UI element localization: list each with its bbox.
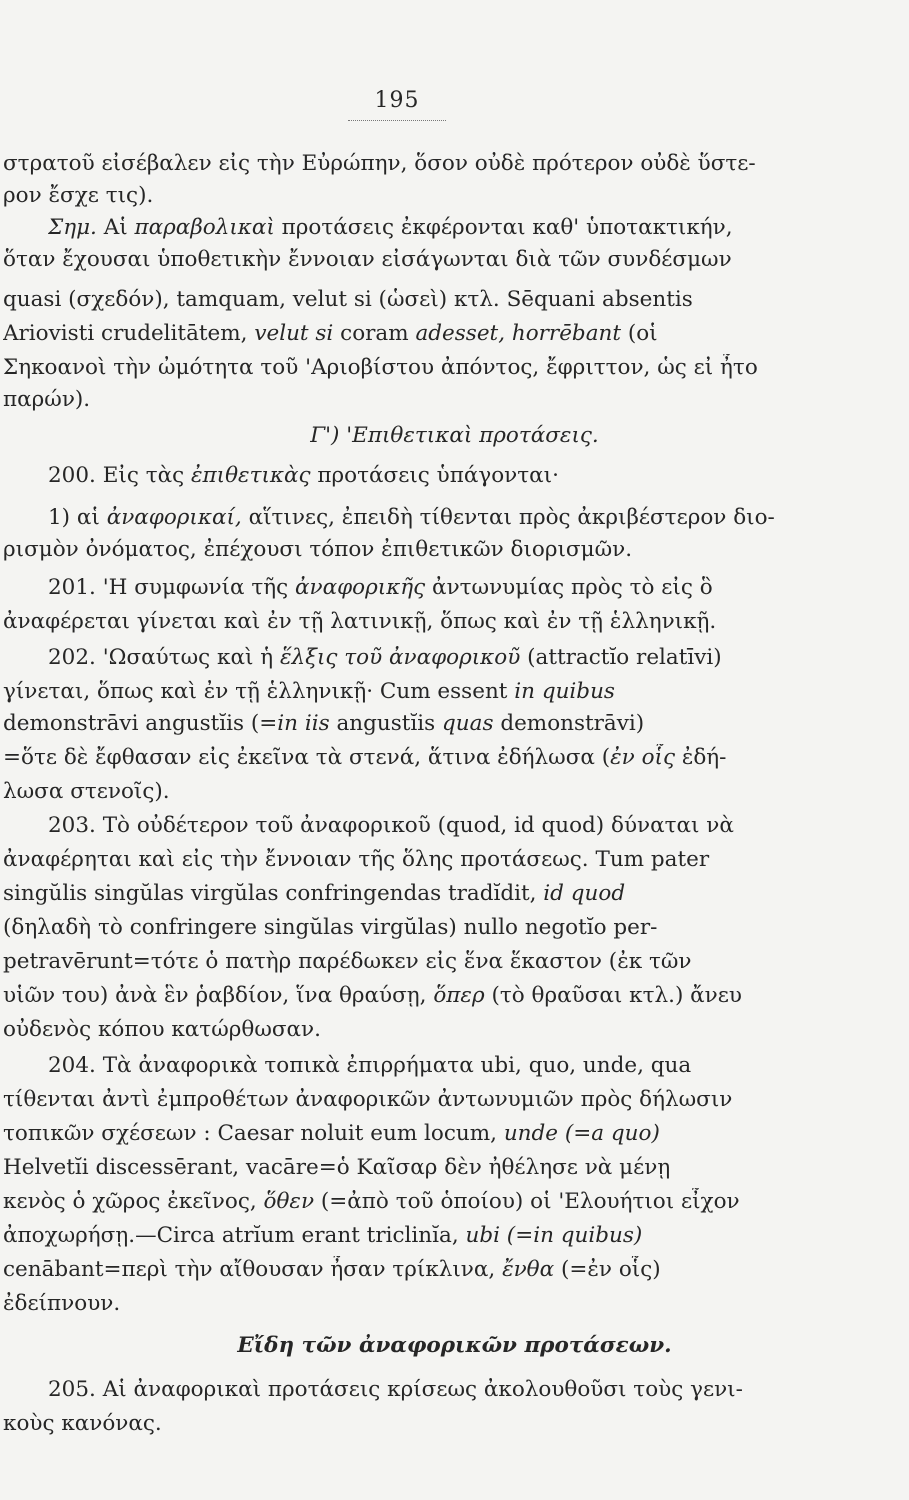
text-line: singŭlis singŭlas virgŭlas confringendas tradĭdit, id quod xyxy=(3,881,626,906)
term-parabolikai: παραβολικαὶ xyxy=(134,215,275,240)
text-line: γίνεται, ὅπως καὶ ἐν τῇ ἑλληνικῇ· Cum essent in quibus xyxy=(3,679,615,704)
text-line: =ὅτε δὲ ἔφθασαν εἰς ἐκεῖνα τὰ στενά, ἅτινα ἐδήλωσα (ἐν οἷς ἐδή- xyxy=(3,745,727,770)
page-number: 195 xyxy=(374,88,420,113)
text-line: Ariovisti crudelitātem, velut si coram adesset, horrēbant (οἱ xyxy=(3,321,658,346)
page-number-rule xyxy=(348,120,446,121)
text-line: 1) αἱ ἀναφορικαί, αἵτινες, ἐπειδὴ τίθενται πρὸς ἀκριβέστερον διο- xyxy=(48,505,775,530)
text-line: τοπικῶν σχέσεων : Caesar noluit eum locum, unde (=a quo) xyxy=(3,1121,660,1146)
text-line: ρισμὸν ὀνόματος, ἐπέχουσι τόπον ἐπιθετικῶν διορισμῶν. xyxy=(3,537,633,562)
section-heading: Γ') 'Επιθετικαὶ προτάσεις. xyxy=(310,423,599,448)
text-line: υἱῶν του) ἀνὰ ἓν ῥαβδίον, ἵνα θραύσῃ, ὅπερ (τὸ θραῦσαι κτλ.) ἄνευ xyxy=(3,983,742,1008)
text-line: ὅταν ἔχουσαι ὑποθετικὴν ἔννοιαν εἰσάγωνται διὰ τῶν συνδέσμων xyxy=(3,247,732,272)
text-line: παρών). xyxy=(3,387,91,412)
note-label: Σημ. xyxy=(48,215,97,240)
paragraph-200: 200. Εἰς τὰς ἐπιθετικὰς προτάσεις ὑπάγονται· xyxy=(48,463,559,488)
text-line: demonstrāvi angustĭis (=in iis angustĭis quas demonstrāvi) xyxy=(3,711,645,736)
subsection-heading: Εἴδη τῶν ἀναφορικῶν προτάσεων. xyxy=(237,1333,672,1358)
text-line: στρατοῦ εἰσέβαλεν εἰς τὴν Εὐρώπην, ὅσον οὐδὲ πρότερον οὐδὲ ὕστε- xyxy=(3,151,756,176)
paragraph-203: 203. Τὸ οὐδέτερον τοῦ ἀναφορικοῦ (quod, id quod) δύναται νὰ xyxy=(48,813,734,838)
paragraph-202: 202. 'Ωσαύτως καὶ ἡ ἕλξις τοῦ ἀναφορικοῦ (attractĭo relatīvi) xyxy=(48,645,722,670)
paragraph-204: 204. Τὰ ἀναφορικὰ τοπικὰ ἐπιρρήματα ubi, quo, unde, qua xyxy=(48,1053,692,1078)
text-line: τίθενται ἀντὶ ἐμπροθέτων ἀναφορικῶν ἀντωνυμιῶν πρὸς δήλωσιν xyxy=(3,1087,733,1112)
text-line: κενὸς ὁ χῶρος ἐκεῖνος, ὅθεν (=ἀπὸ τοῦ ὁποίου) οἱ 'Ελουήτιοι εἶχον xyxy=(3,1189,740,1214)
text-line: ἀναφέρεται γίνεται καὶ ἐν τῇ λατινικῇ, ὅπως καὶ ἐν τῇ ἑλληνικῇ. xyxy=(3,609,717,634)
paragraph-201: 201. 'Η συμφωνία τῆς ἀναφορικῆς ἀντωνυμίας πρὸς τὸ εἰς ὃ xyxy=(48,575,713,600)
text-line: Helvetĭi discessērant, vacāre=ὁ Καῖσαρ δὲν ἠθέλησε νὰ μένῃ xyxy=(3,1155,671,1180)
paragraph-205: 205. Αἱ ἀναφορικαὶ προτάσεις κρίσεως ἀκολουθοῦσι τοὺς γενι- xyxy=(48,1377,743,1402)
text-line: quasi (σχεδόν), tamquam, velut si (ὡσεὶ) κτλ. Sēquani absentis xyxy=(3,287,693,312)
text-line: (δηλαδὴ τὸ confringere singŭlas virgŭlas) nullo negotĭo per- xyxy=(3,915,658,940)
text-line: petravērunt=τότε ὁ πατὴρ παρέδωκεν εἰς ἕνα ἕκαστον (ἐκ τῶν xyxy=(3,949,692,974)
text-line: οὐδενὸς κόπου κατώρθωσαν. xyxy=(3,1017,321,1042)
text-line: λωσα στενοῖς). xyxy=(3,779,170,804)
text-line: ρον ἔσχε τις). xyxy=(3,183,154,208)
text-line: ἀναφέρηται καὶ εἰς τὴν ἔννοιαν τῆς ὅλης προτάσεως. Tum pater xyxy=(3,847,710,872)
text-line: Σηκοανοὶ τὴν ὠμότητα τοῦ 'Αριοβίστου ἀπόντος, ἔφριττον, ὡς εἰ ἦτο xyxy=(3,355,758,380)
note-line: Σημ. Αἱ παραβολικαὶ προτάσεις ἐκφέρονται καθ' ὑποτακτικήν, xyxy=(48,215,733,240)
text-line: κοὺς κανόνας. xyxy=(3,1411,162,1436)
text-line: ἐδείπνουν. xyxy=(3,1291,121,1316)
text-line: cenābant=περὶ τὴν αἴθουσαν ἦσαν τρίκλινα, ἔνθα (=ἐν οἷς) xyxy=(3,1257,661,1282)
text-line: ἀποχωρήσῃ.—Circa atrĭum erant triclinĭa, ubi (=in quibus) xyxy=(3,1223,643,1248)
